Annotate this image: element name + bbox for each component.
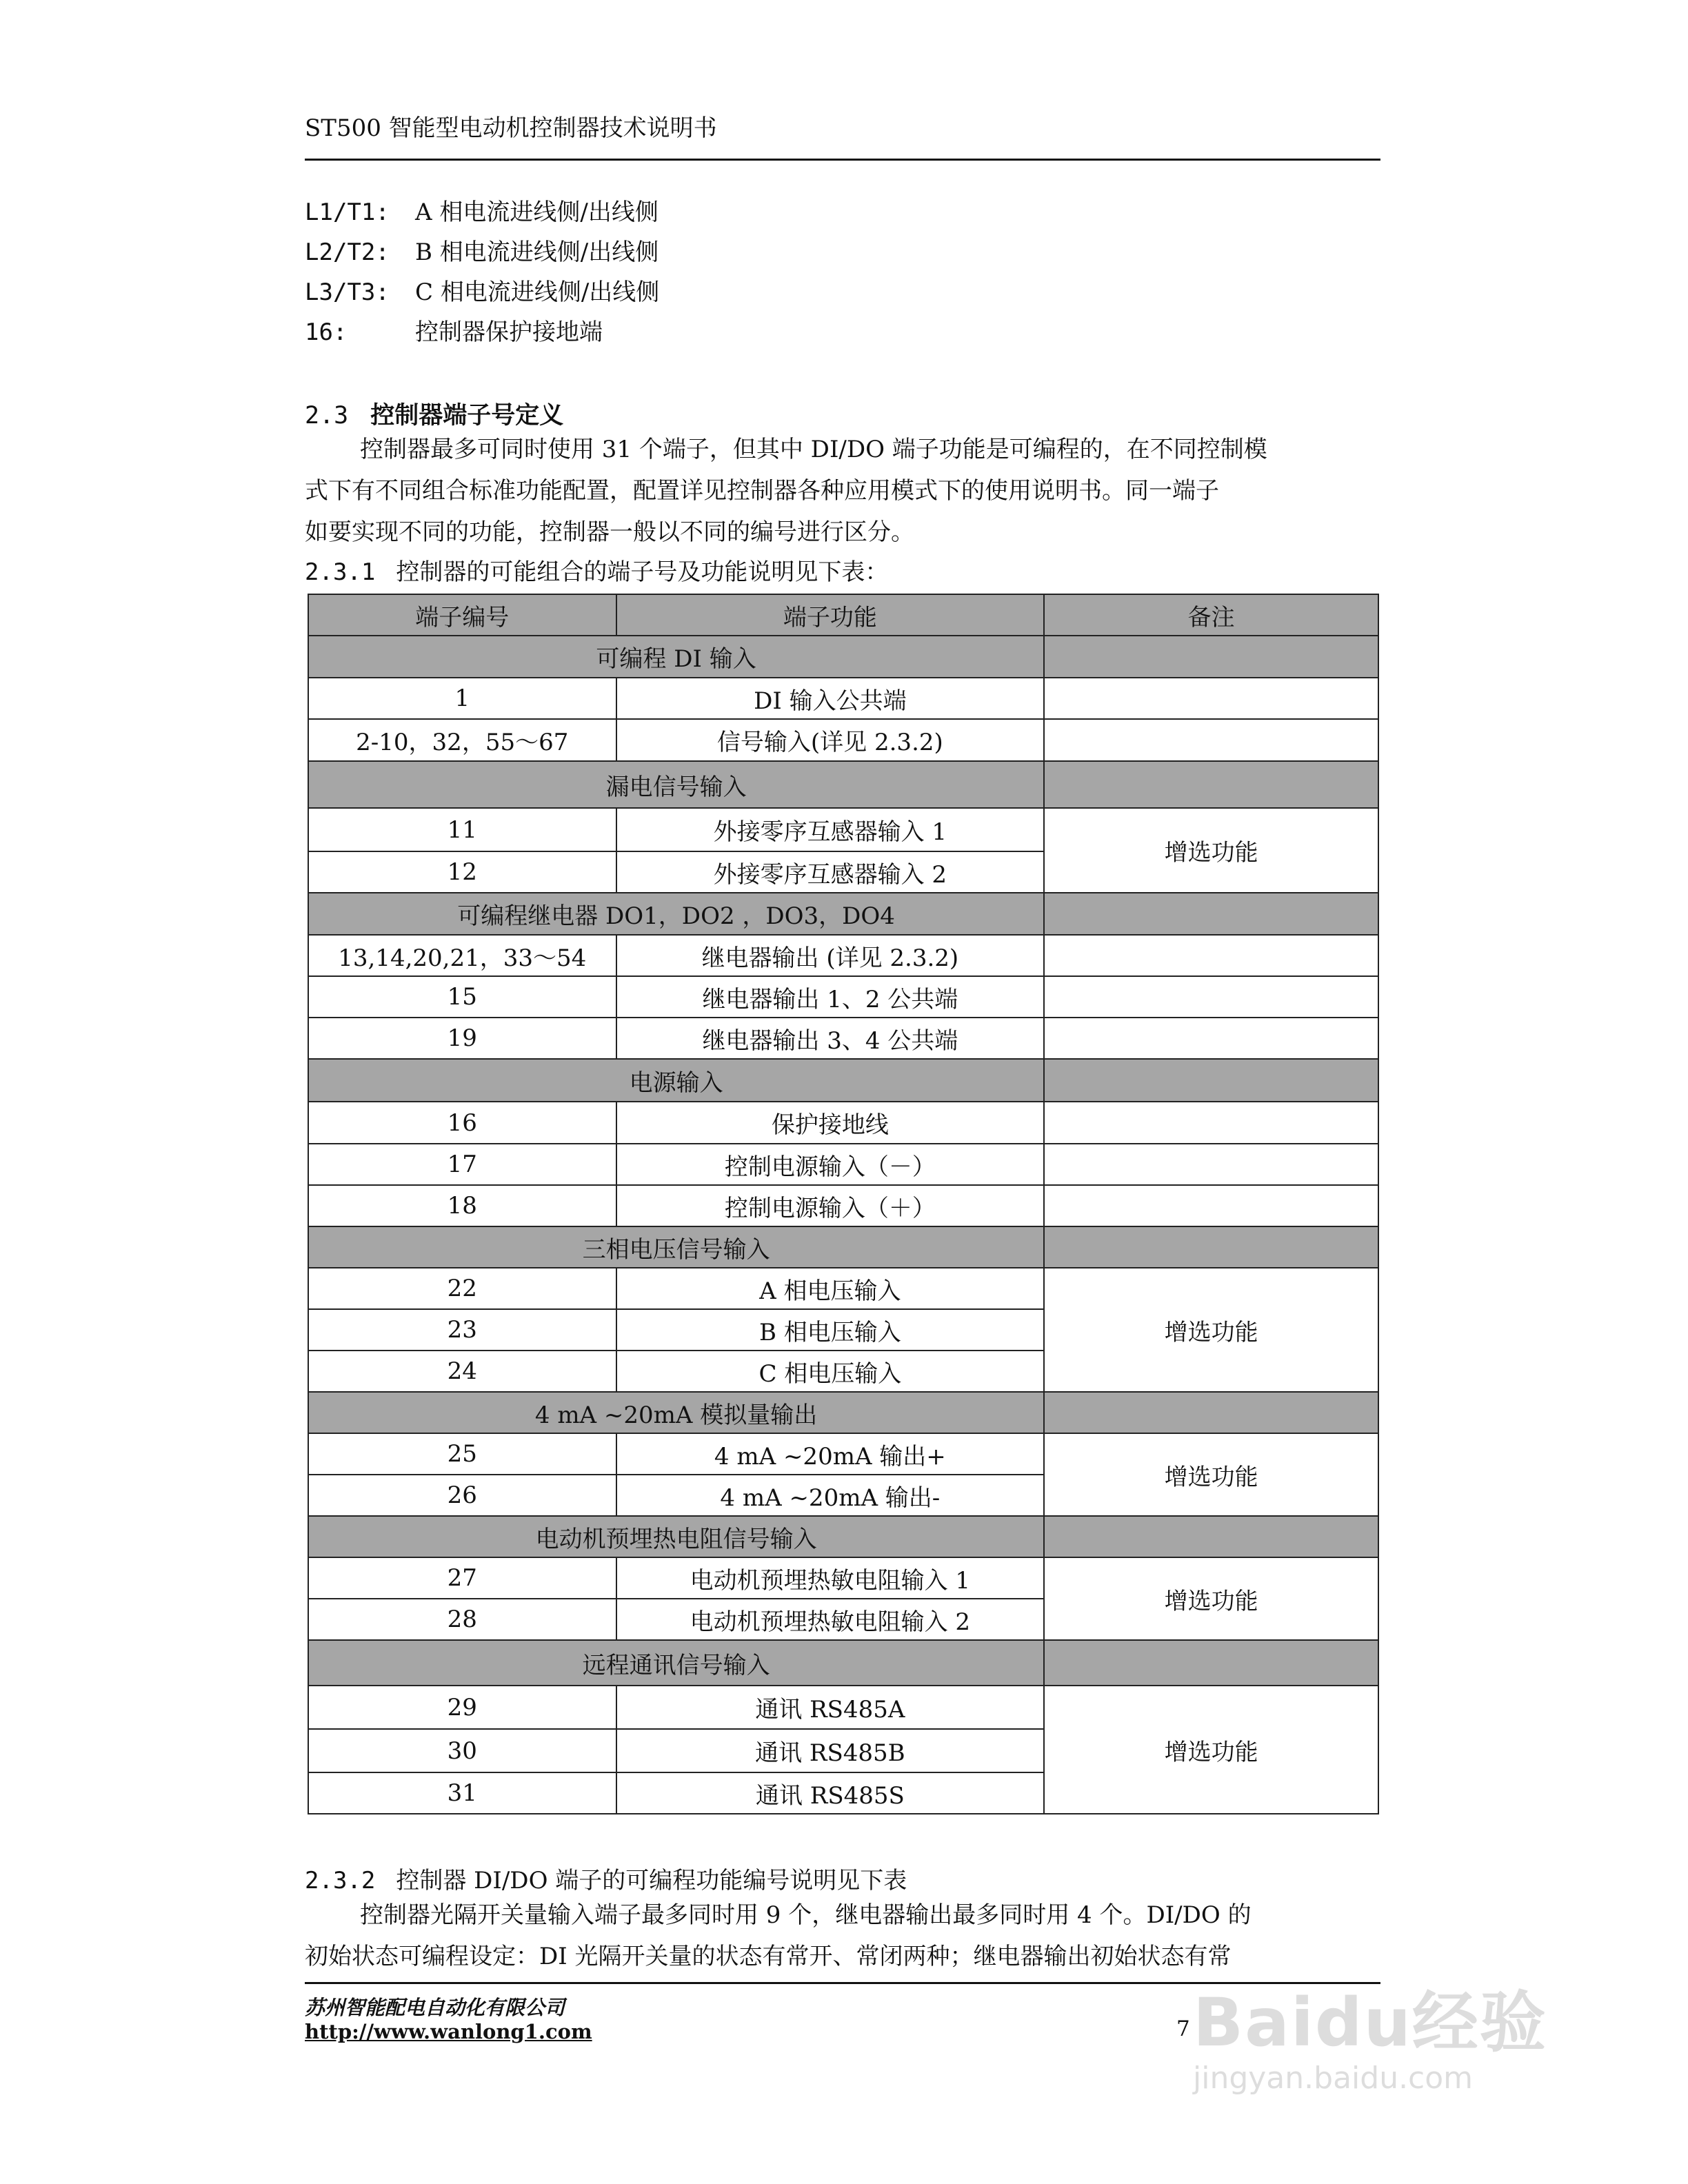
cell-function: 通讯 RS485S — [616, 1772, 1045, 1814]
group-row-voltage — [308, 1226, 1378, 1268]
cell-terminal-no: 16 — [308, 1102, 616, 1144]
page-number: 7 — [1176, 2016, 1190, 2041]
terminal-desc: A 相电流进线侧/出线侧 — [415, 199, 659, 226]
cell-remark-empty — [1044, 976, 1378, 1018]
watermark-site: jingyan.baidu.com — [1193, 2061, 1474, 2096]
cell-terminal-no: 30 — [308, 1729, 616, 1772]
cell-function: C 相电压输入 — [616, 1351, 1045, 1392]
group-label: 电源输入 — [308, 1059, 1044, 1102]
section-heading — [305, 396, 563, 431]
cell-remark: 增选功能 — [1044, 808, 1378, 893]
cell-function: 外接零序互感器输入 1 — [616, 808, 1045, 851]
group-label: 远程通讯信号输入 — [308, 1640, 1044, 1686]
terminal-line-l1 — [305, 193, 659, 227]
subsection-heading-232 — [305, 1861, 907, 1895]
terminal-table — [308, 594, 1379, 1814]
cell-function: 通讯 RS485B — [616, 1729, 1045, 1772]
cell-terminal-no: 17 — [308, 1144, 616, 1185]
cell-terminal-no: 13,14,20,21，33～54 — [308, 935, 616, 976]
table-row — [308, 1185, 1378, 1226]
cell-remark-empty — [1044, 1102, 1378, 1144]
header-cell-terminal-no: 端子编号 — [308, 594, 616, 636]
cell-terminal-no: 25 — [308, 1433, 616, 1475]
cell-function: 继电器输出 (详见 2.3.2) — [616, 935, 1045, 976]
cell-terminal-no: 1 — [308, 678, 616, 719]
intro-line: 控制器最多可同时使用 31 个端子，但其中 DI/DO 端子功能是可编程的，在不同控制模 — [360, 436, 1267, 463]
cell-terminal-no: 12 — [308, 851, 616, 893]
section-number: 2.3 — [305, 402, 349, 429]
subsection-title: 控制器的可能组合的端子号及功能说明见下表： — [396, 558, 889, 586]
section-title: 控制器端子号定义 — [370, 402, 564, 429]
cell-remark-empty — [1044, 678, 1378, 719]
cell-function: B 相电压输入 — [616, 1309, 1045, 1351]
terminal-code: L1/T1: — [305, 199, 390, 226]
cell-remark-empty — [1044, 1144, 1378, 1185]
cell-remark: 增选功能 — [1044, 1557, 1378, 1640]
terminal-code: L2/T2: — [305, 239, 390, 266]
terminal-line-l3 — [305, 273, 659, 307]
group-row-thermal — [308, 1516, 1378, 1557]
terminal-code: L3/T3: — [305, 279, 390, 306]
table-row — [308, 808, 1378, 851]
cell-function: 通讯 RS485A — [616, 1686, 1045, 1729]
terminal-line-l2 — [305, 233, 659, 267]
intro-line: 式下有不同组合标准功能配置，配置详见控制器各种应用模式下的使用说明书。同一端子 — [305, 477, 1219, 505]
subsection-heading-231 — [305, 553, 888, 587]
cell-terminal-no: 26 — [308, 1475, 616, 1516]
cell-function: 控制电源输入（＋） — [616, 1185, 1045, 1226]
header-cell-function: 端子功能 — [616, 594, 1045, 636]
group-row-di — [308, 636, 1378, 678]
table-row — [308, 935, 1378, 976]
terminal-desc: 控制器保护接地端 — [415, 318, 603, 346]
group-remark-empty — [1044, 1392, 1378, 1433]
cell-function: 4 mA ~20mA 输出- — [616, 1475, 1045, 1516]
terminal-desc: B 相电流进线侧/出线侧 — [415, 239, 659, 266]
cell-function: 继电器输出 3、4 公共端 — [616, 1018, 1045, 1059]
group-remark-empty — [1044, 761, 1378, 808]
cell-remark: 增选功能 — [1044, 1268, 1378, 1392]
cell-function: 电动机预埋热敏电阻输入 2 — [616, 1599, 1045, 1640]
cell-terminal-no: 28 — [308, 1599, 616, 1640]
header-divider — [305, 159, 1380, 161]
cell-remark: 增选功能 — [1044, 1686, 1378, 1814]
group-remark-empty — [1044, 893, 1378, 935]
group-row-power — [308, 1059, 1378, 1102]
group-remark-empty — [1044, 1516, 1378, 1557]
cell-function: 继电器输出 1、2 公共端 — [616, 976, 1045, 1018]
cell-terminal-no: 19 — [308, 1018, 616, 1059]
subsection-number: 2.3.2 — [305, 1867, 376, 1894]
group-remark-empty — [1044, 636, 1378, 678]
document-header-title: ST500 智能型电动机控制器技术说明书 — [305, 114, 717, 142]
cell-function: 保护接地线 — [616, 1102, 1045, 1144]
group-row-comm — [308, 1640, 1378, 1686]
table-row — [308, 1268, 1378, 1309]
dido-paragraph — [305, 1894, 1380, 1977]
group-label: 三相电压信号输入 — [308, 1226, 1044, 1268]
table-row — [308, 1686, 1378, 1729]
table-row — [308, 976, 1378, 1018]
table-row — [308, 1557, 1378, 1599]
group-label: 可编程 DI 输入 — [308, 636, 1044, 678]
cell-function: 控制电源输入（－） — [616, 1144, 1045, 1185]
cell-terminal-no: 15 — [308, 976, 616, 1018]
intro-paragraph — [305, 429, 1380, 553]
group-label: 电动机预埋热电阻信号输入 — [308, 1516, 1044, 1557]
baidu-watermark — [1193, 1970, 1547, 2096]
paragraph-line: 初始状态可编程设定：DI 光隔开关量的状态有常开、常闭两种；继电器输出初始状态有常 — [305, 1943, 1232, 1970]
cell-terminal-no: 23 — [308, 1309, 616, 1351]
cell-function: 外接零序互感器输入 2 — [616, 851, 1045, 893]
table-row — [308, 1102, 1378, 1144]
cell-remark-empty — [1044, 935, 1378, 976]
cell-function: 信号输入(详见 2.3.2) — [616, 719, 1045, 761]
cell-remark-empty — [1044, 719, 1378, 761]
group-remark-empty — [1044, 1226, 1378, 1268]
footer-company: 苏州智能配电自动化有限公司 — [305, 1996, 565, 2019]
cell-function: 电动机预埋热敏电阻输入 1 — [616, 1557, 1045, 1599]
cell-terminal-no: 2-10，32，55～67 — [308, 719, 616, 761]
cell-terminal-no: 24 — [308, 1351, 616, 1392]
header-cell-remark: 备注 — [1044, 594, 1378, 636]
group-label: 4 mA ~20mA 模拟量输出 — [308, 1392, 1044, 1433]
cell-function: DI 输入公共端 — [616, 678, 1045, 719]
intro-line: 如要实现不同的功能，控制器一般以不同的编号进行区分。 — [305, 518, 914, 546]
paragraph-line: 控制器光隔开关量输入端子最多同时用 9 个，继电器输出最多同时用 4 个。DI/DO 的 — [360, 1901, 1252, 1929]
group-label: 漏电信号输入 — [308, 761, 1044, 808]
cell-terminal-no: 11 — [308, 808, 616, 851]
group-remark-empty — [1044, 1059, 1378, 1102]
watermark-brand: Baidu经验 — [1193, 1984, 1547, 2061]
table-row — [308, 1144, 1378, 1185]
cell-remark-empty — [1044, 1018, 1378, 1059]
table-header-row — [308, 594, 1378, 636]
group-row-relay — [308, 893, 1378, 935]
subsection-number: 2.3.1 — [305, 558, 376, 586]
table-row — [308, 1018, 1378, 1059]
group-row-leakage — [308, 761, 1378, 808]
group-remark-empty — [1044, 1640, 1378, 1686]
cell-terminal-no: 22 — [308, 1268, 616, 1309]
group-row-analog-output — [308, 1392, 1378, 1433]
table-row — [308, 1433, 1378, 1475]
terminal-code: 16: — [305, 318, 348, 346]
subsection-title: 控制器 DI/DO 端子的可编程功能编号说明见下表 — [396, 1867, 907, 1894]
cell-terminal-no: 18 — [308, 1185, 616, 1226]
group-label: 可编程继电器 DO1，DO2 ，DO3，DO4 — [308, 893, 1044, 935]
table-row — [308, 678, 1378, 719]
cell-terminal-no: 29 — [308, 1686, 616, 1729]
cell-function: A 相电压输入 — [616, 1268, 1045, 1309]
cell-terminal-no: 31 — [308, 1772, 616, 1814]
terminal-line-16 — [305, 313, 603, 347]
footer-url-link[interactable]: http://www.wanlong1.com — [305, 2020, 592, 2043]
cell-remark: 增选功能 — [1044, 1433, 1378, 1516]
terminal-desc: C 相电流进线侧/出线侧 — [415, 279, 660, 306]
cell-remark-empty — [1044, 1185, 1378, 1226]
table-row — [308, 719, 1378, 761]
cell-function: 4 mA ~20mA 输出+ — [616, 1433, 1045, 1475]
cell-terminal-no: 27 — [308, 1557, 616, 1599]
